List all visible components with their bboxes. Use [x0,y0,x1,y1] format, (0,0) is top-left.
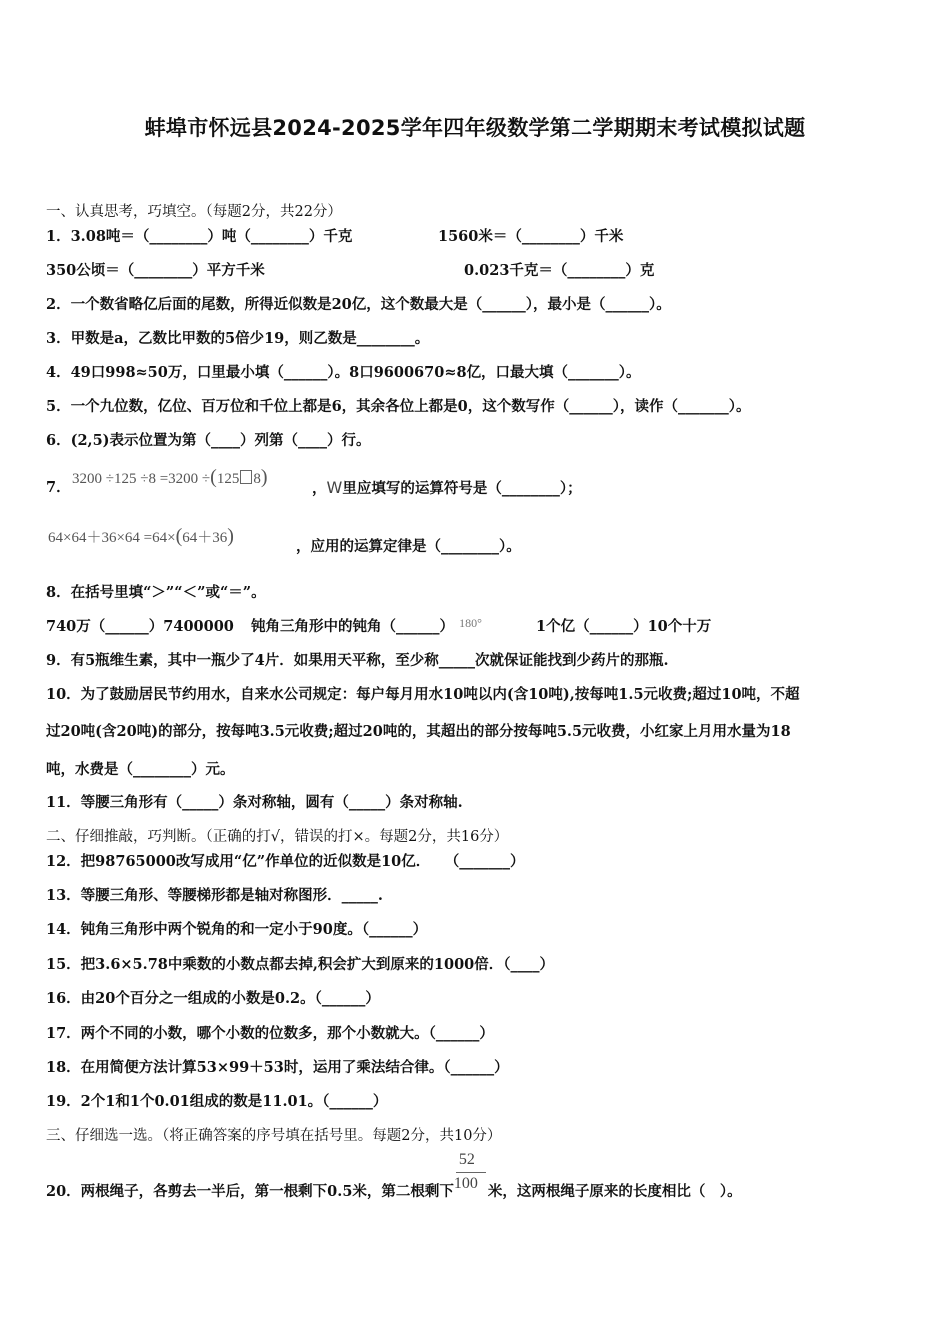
question-7b-formula [48,526,234,548]
question-10-line1: 10．为了鼓励居民节约用水，自来水公司规定：每户每月用水10吨以内(含10吨),按每吨1.5元收费;超过10吨，不超 [46,686,800,703]
question-5: 5．一个九位数，亿位、百万位和千位上都是6，其余各位上都是0，这个数写作（______），读作（_______）。 [46,398,751,415]
question-10-line3: 吨，水费是（________）元。 [46,761,235,778]
formula-close-paren: ) [260,466,268,488]
question-1a: 1．3.08吨＝（________）吨（________）千克 [46,228,353,245]
section3-header: 三、仔细选一选。（将正确答案的序号填在括号里。每题2分，共10分） [46,1128,502,1144]
question-19: 19．2个1和1个0.01组成的数是11.01。（______） [46,1093,388,1110]
fraction-bar [456,1172,486,1173]
question-7-number: 7． [46,479,71,496]
formula-left: 3200 ÷125 ÷8 =3200 ÷ [72,471,211,487]
question-20-text-a: 20．两根绳子，各剪去一半后，第一根剩下0.5米，第二根剩下 [46,1183,454,1200]
question-17: 17．两个不同的小数，哪个小数的位数多，那个小数就大。（______） [46,1025,494,1042]
fraction-numerator: 52 [458,1151,475,1168]
question-10-line2: 过20吨(含20吨)的部分，按每吨3.5元收费;超过20吨的，其超出的部分按每吨5.5元收费，小红家上月用水量为18 [46,723,791,740]
question-9: 9．有5瓶维生素，其中一瓶少了4片．如果用天平称，至少称_____次就保证能找到少药片的那瓶. [46,652,669,669]
question-6: 6．(2,5)表示位置为第（____）列第（____）行。 [46,432,371,449]
question-7-formula [72,467,268,489]
blank-square-icon [240,470,252,484]
question-11: 11．等腰三角形有（_____）条对称轴，圆有（_____）条对称轴. [46,794,463,811]
fraction-denominator: 100 [453,1175,478,1192]
question-7-prompt: 里应填写的运算符号是（________）； [342,480,582,497]
formula-open-paren: ( [175,525,183,547]
question-1b: 1560米＝（________）千米 [438,228,624,245]
fraction [453,1151,488,1196]
question-8: 8．在括号里填“＞”“＜”或“＝”。 [46,584,266,601]
w-symbol: W [326,478,343,497]
formula-right: 8 [253,471,261,487]
question-1d: 0.023千克＝（________）克 [464,262,655,279]
question-12: 12．把98765000改写成用“亿”作单位的近似数是10亿． （_______） [46,853,525,870]
page-title: 蚌埠市怀远县2024-2025学年四年级数学第二学期期末考试模拟试题 [144,116,806,140]
degree-value: 180° [459,616,482,630]
question-1c: 350公顷＝（________）平方千米 [46,262,265,279]
formula-inner: 125 [216,471,240,487]
question-8c: 1个亿（______）10个十万 [536,618,712,635]
question-8a: 740万（______）7400000 [46,618,234,635]
question-3: 3．甲数是a，乙数比甲数的5倍少19，则乙数是________。 [46,330,430,347]
formula-close-paren: ) [227,525,234,547]
formula-open-paren: ( [210,466,217,488]
formula-left: 64×64＋36×64 =64× [48,530,176,546]
question-7b-text: ，应用的运算定律是（________）。 [296,538,521,555]
question-13: 13．等腰三角形、等腰梯形都是轴对称图形．_____. [46,887,383,904]
comma: ， [312,480,327,497]
question-4: 4．49口998≈50万，口里最小填（______）。8口9600670≈8亿，口最大填（_______）。 [46,364,641,381]
question-7-text [312,478,582,499]
question-18: 18．在用简便方法计算53×99＋53时，运用了乘法结合律。（______） [46,1059,509,1076]
question-8b-text: 钝角三角形中的钝角（______） [251,618,454,635]
section1-header: 一、认真思考，巧填空。（每题2分，共22分） [46,204,342,220]
question-20 [46,1151,742,1202]
formula-inner: 64＋36 [182,530,228,546]
question-2: 2．一个数省略亿后面的尾数，所得近似数是20亿，这个数最大是（______），最小是（______）。 [46,296,671,313]
section2-header: 二、仔细推敲，巧判断。（正确的打√，错误的打×。每题2分，共16分） [46,829,509,845]
question-8b [251,617,482,637]
question-14: 14．钝角三角形中两个锐角的和一定小于90度。（______） [46,921,428,938]
question-20-text-b: 米，这两根绳子原来的长度相比（ ）。 [487,1183,742,1200]
question-15: 15．把3.6×5.78中乘数的小数点都去掉,积会扩大到原来的1000倍．（____） [46,956,555,973]
question-16: 16．由20个百分之一组成的小数是0.2。（______） [46,990,380,1007]
